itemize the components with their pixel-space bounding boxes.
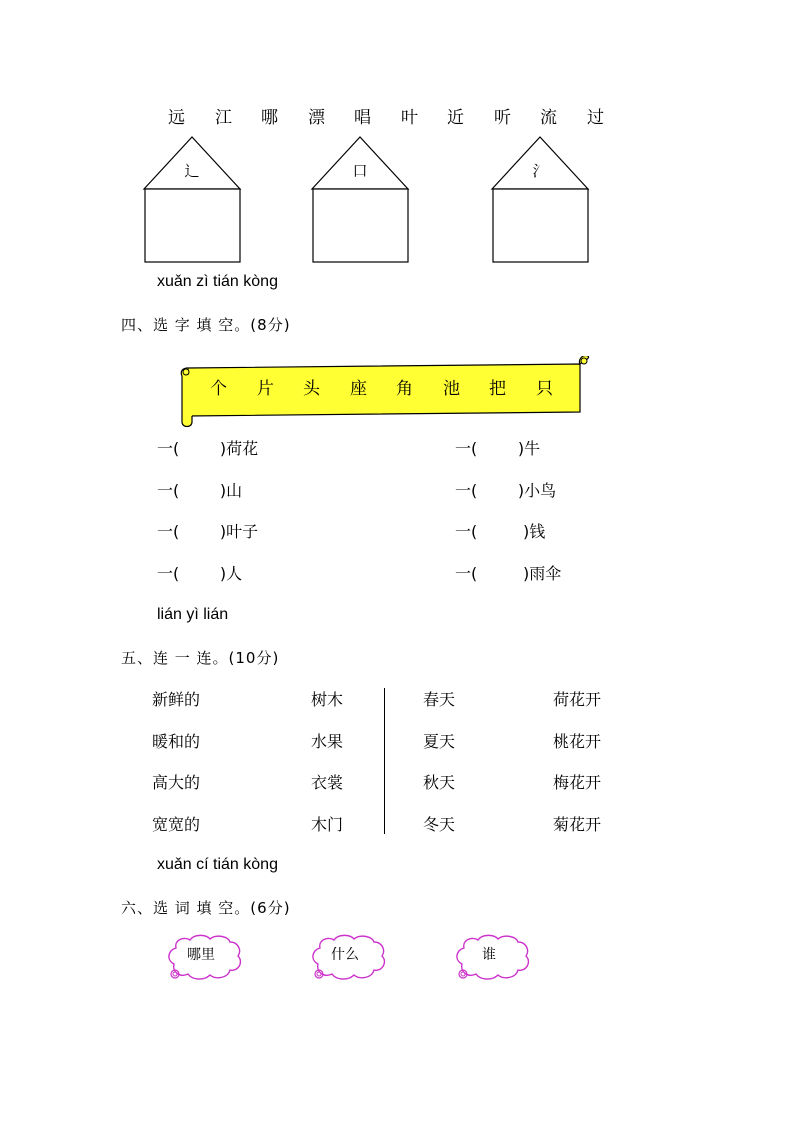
match-word[interactable]: 衣裳 [311,773,344,792]
fill-blank-item[interactable]: 一( )小鸟 [455,481,557,500]
scroll-char: 个 [210,379,227,399]
character-scroll [178,356,590,428]
fill-blank-item[interactable]: 一( )人 [157,564,243,583]
bubble-word: 哪里 [187,947,215,963]
match-word[interactable]: 高大的 [152,773,201,792]
fill-blank-item[interactable]: 一( )叶子 [157,522,259,541]
section6-pinyin: xuǎn cí tián kòng [157,856,278,873]
fill-blank-item[interactable]: 一( )雨伞 [455,564,562,583]
house-radical: 氵 [532,162,548,180]
section4-pinyin: xuǎn zì tián kòng [157,273,278,290]
character-row [0,106,794,130]
char-item: 流 [540,108,557,128]
match-word[interactable]: 春天 [423,690,456,709]
house-radical: 辶 [184,162,200,180]
scroll-char: 片 [257,379,274,399]
word-bubble[interactable] [166,934,244,984]
char-item: 叶 [401,108,418,128]
scroll-char: 头 [303,379,320,399]
match-word[interactable]: 暖和的 [152,732,201,751]
house-radical-shui[interactable] [490,134,590,266]
match-word[interactable]: 秋天 [423,773,456,792]
char-item: 远 [168,108,185,128]
char-item: 听 [494,108,511,128]
match-word[interactable]: 冬天 [423,815,456,834]
char-item: 江 [215,108,232,128]
match-word[interactable]: 菊花开 [553,815,602,834]
scroll-char: 只 [536,379,553,399]
match-word[interactable]: 宽宽的 [152,815,201,834]
match-word[interactable]: 木门 [311,815,344,834]
bubble-word: 谁 [482,947,496,963]
match-word[interactable]: 荷花开 [553,690,602,709]
word-bubble[interactable] [310,934,388,984]
house-radical-chuo[interactable] [142,134,242,266]
match-word[interactable]: 新鲜的 [152,690,201,709]
match-word[interactable]: 水果 [311,732,344,751]
char-item: 漂 [308,108,325,128]
scroll-char: 角 [396,379,413,399]
section6-title: 六、选 词 填 空。(6分) [121,899,291,917]
scroll-char: 座 [350,379,367,399]
fill-blank-item[interactable]: 一( )荷花 [157,439,259,458]
match-word[interactable]: 夏天 [423,732,456,751]
char-item: 唱 [354,108,371,128]
section4-title: 四、选 字 填 空。(8分) [121,316,291,334]
match-word[interactable]: 梅花开 [553,773,602,792]
char-item: 过 [587,108,604,128]
match-word[interactable]: 树木 [311,690,344,709]
word-bubble[interactable] [454,934,532,984]
scroll-char: 把 [489,379,506,399]
char-item: 哪 [261,108,278,128]
scroll-char: 池 [443,379,460,399]
match-word[interactable]: 桃花开 [553,732,602,751]
house-radical-kou[interactable] [310,134,410,266]
fill-blank-item[interactable]: 一( )钱 [455,522,546,541]
fill-blank-item[interactable]: 一( )山 [157,481,243,500]
section5-pinyin: lián yì lián [157,606,229,623]
bubble-word: 什么 [331,947,359,963]
house-radical: 口 [352,162,368,180]
column-divider [384,688,385,834]
section5-title: 五、连 一 连。(10分) [121,649,280,667]
fill-blank-item[interactable]: 一( )牛 [455,439,541,458]
char-item: 近 [447,108,464,128]
